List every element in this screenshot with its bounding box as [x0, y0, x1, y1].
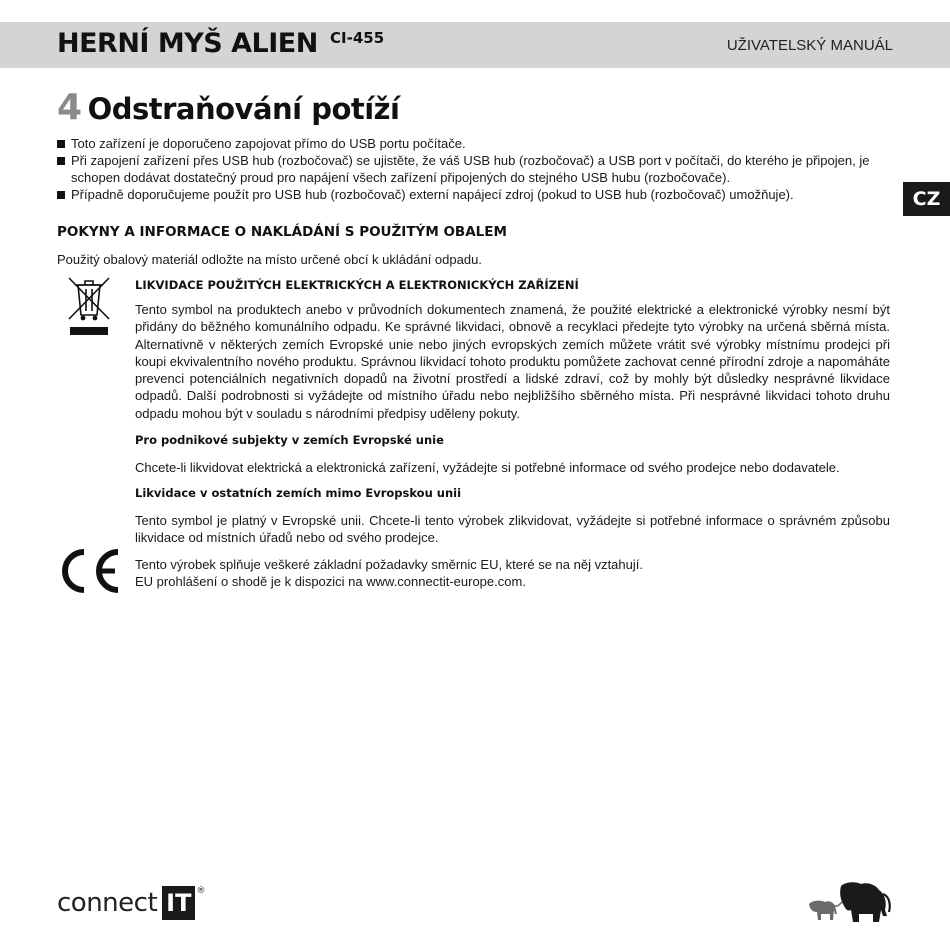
manual-label: UŽIVATELSKÝ MANUÁL [726, 37, 893, 54]
ce-text-line1: Tento výrobek splňuje veškeré základní požadavky směrnic EU, které se na něj vztahují. [135, 557, 643, 572]
ce-mark-icon [57, 548, 123, 594]
language-tab: CZ [903, 182, 950, 216]
ce-text-line2: EU prohlášení o shodě je k dispozici na www.connectit-europe.com. [135, 574, 526, 589]
list-item: Při zapojení zařízení přes USB hub (rozbočovač) se ujistěte, že váš USB hub (rozbočovač) a USB port v počítači, do kterého je připojen, je schopen dodávat dostatečný proud pro napájení všech zařízení připojených do stejného USB hubu (rozbočovače). [57, 152, 897, 186]
business-text: Chcete-li likvidovat elektrická a elektronická zařízení, vyžádejte si potřebné informace od svého prodejce nebo dodavatele. [135, 460, 840, 475]
troubleshooting-list [57, 135, 897, 203]
outside-eu-text: Tento symbol je platný v Evropské unii. Chcete-li tento výrobek zlikvidovat, vyžádejte si potřebné informace o správném způsobu likvidace od místních úřadů nebo od svého prodejce. [135, 513, 890, 546]
product-model: CI-455 [330, 29, 385, 47]
packaging-heading: POKYNY A INFORMACE O NAKLÁDÁNÍ S POUŽITÝM OBALEM [57, 224, 507, 240]
list-item: Případně doporučujeme použít pro USB hub (rozbočovač) externí napájecí zdroj (pokud to USB hub (rozbočovač) umožňuje). [57, 186, 897, 203]
outside-eu-heading: Likvidace v ostatních zemích mimo Evropskou unii [135, 486, 462, 500]
section-number: 4 [57, 87, 82, 128]
product-title: HERNÍ MYŠ ALIEN [57, 28, 318, 59]
weee-text: Tento symbol na produktech anebo v průvodních dokumentech znamená, že použité elektrické a elektronické výrobky nesmí být přidány do běžného komunálního odpadu. Ke správné likvidaci, obnově a recyklaci předejte tyto výrobky na určená sběrná místa. Alternativně v některých zemích Evropské unie nebo jiných evropských zemích můžete vrátit své výrobky místnímu prodejci při koupi ekvivalentního nového produktu. Správnou likvidací tohoto produktu pomůžete zachovat cenné přírodní zdroje a napomáháte prevenci potenciálních negativních dopadů na životní prostředí a lidské zdraví, což by mohly být důsledky nesprávné likvidace odpadů. Další podrobnosti si vyžádejte od místního úřadu nebo nejbližšího sběrného místa. Při nesprávné likvidaci tohoto druhu odpadu mohou být v souladu s národními předpisy uděleny pokuty. [135, 302, 890, 421]
weee-heading: LIKVIDACE POUŽITÝCH ELEKTRICKÝCH A ELEKTRONICKÝCH ZAŘÍZENÍ [135, 278, 579, 292]
brand-box: IT [162, 886, 195, 920]
business-heading: Pro podnikové subjekty v zemích Evropské unie [135, 433, 444, 447]
brand-word: connect [57, 888, 158, 918]
section-heading [57, 87, 400, 128]
brand-logo [57, 886, 205, 920]
weee-crossed-bin-icon [64, 275, 114, 337]
packaging-text: Použitý obalový materiál odložte na místo určené obcí k ukládání odpadu. [57, 252, 482, 267]
list-item: Toto zařízení je doporučeno zapojovat přímo do USB portu počítače. [57, 135, 897, 152]
brand-registered-mark: ® [196, 886, 206, 896]
section-title: Odstraňování potíží [87, 92, 400, 126]
elephants-logo-icon [805, 880, 895, 928]
